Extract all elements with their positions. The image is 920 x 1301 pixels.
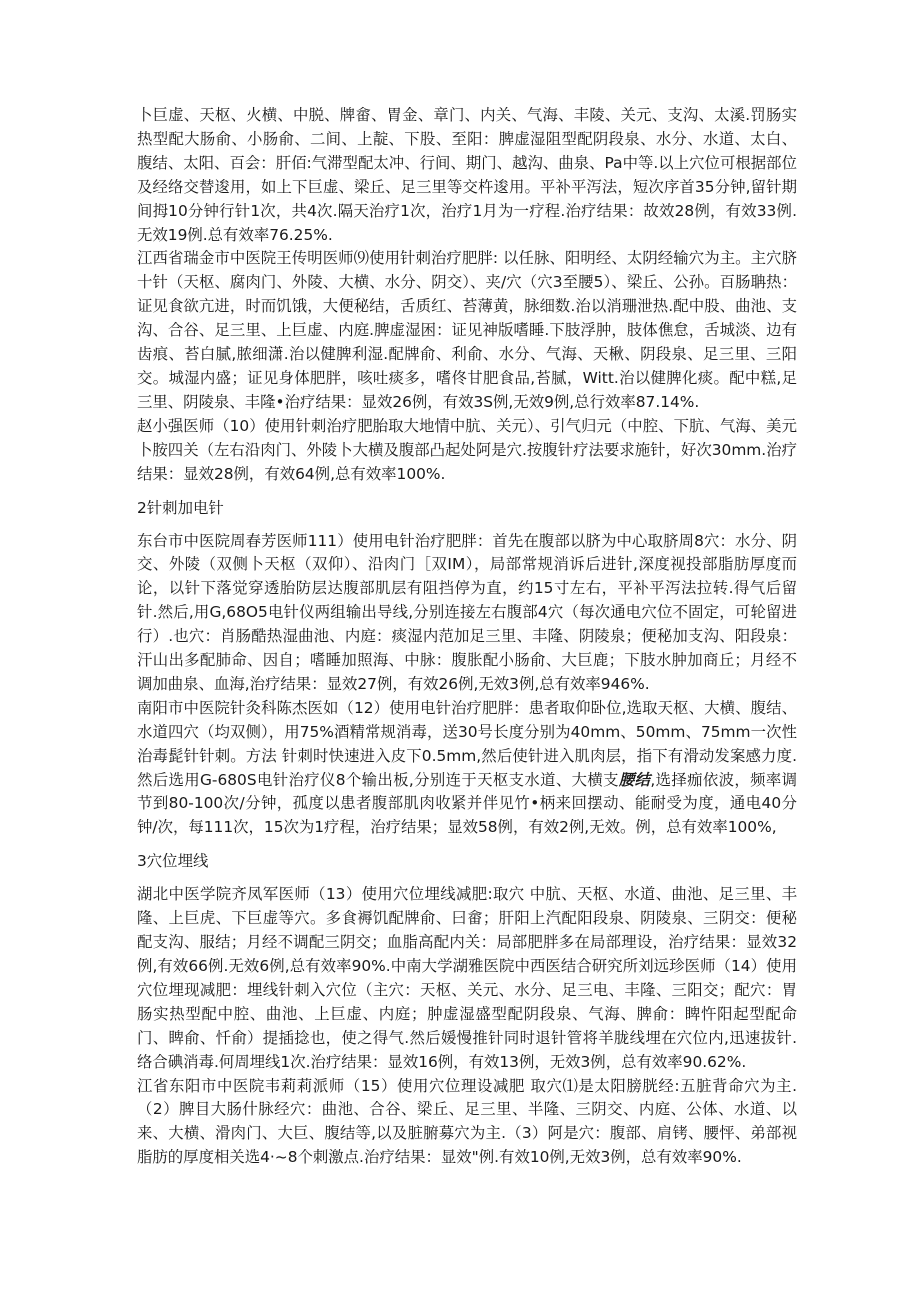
paragraph-qi-fengjun: 湖北中医学院齐凤军医师（13）使用穴位埋线减肥:取穴 中肮、天枢、水道、曲池、足三里、丰隆、上巨虎、下巨虚等穴。多食褥饥配牌俞、曰畲；肝阳上汽配阳段泉、阴陵泉、三阴交：便秘配支沟、服结；月经不调配三阴交；血脂高配内关：局部肥胖多在局部理设，治疗结果：显效32例,有效66例.无效6例,总有效率90%.中南大学湖雅医院中西医结合研究所刘远珍医师（14）使用穴位埋现减肥：埋线针刺入穴位（主穴：天枢、关元、水分、足三电、丰隆、三阳交；配穴：胃肠实热型配中腔、曲池、上巨虚、内庭；肿虚湿盛型配阴段泉、气海、脾俞：睥忤阳起型配命门、睥俞、忏俞）提插捻也，使之得气.然后媛慢推针同时退针管将羊胧线埋在穴位内,迅速拔针.络合碘消毒.何周埋线1次.治疗结果：显效16例，有效13例，无效3例，总有效率90.62%. — [137, 885, 797, 1071]
paragraph-wang-chuanming: 江西省瑞金市中医院王传明医师⑼使用针刺治疗肥胖: 以任脉、阳明经、太阴经输穴为主。主穴脐十针（天枢、腐肉门、外陵、大横、水分、阴交）、夹/穴（穴3至腰5）、梁丘、公孙。百肠聃热：证见食欲亢进，时而饥饿，大便秘结，舌质红、苔薄黄，脉细数.治以消珊泄热.配中股、曲池、支沟、合谷、足三里、上巨虚、内庭.脾虚湿困：证见神版嗜睡.下肢浮肿，肢体僬怠，舌城淡、边有齿痕、苔白腻,脓细潇.治以健脾利湿.配牌俞、利俞、水分、气海、天楸、阴段泉、足三里、三阳交。城湿内盛；证见身体肥胖，咳吐痰多，嗜佟甘肥食品,苔腻，Witt.治以健脾化痰。配中糕,足三里、阴陵泉、丰隆•治疗结果：显效26例，有效3S例,无效9例,总行效率87.14%. — [137, 249, 797, 411]
section-heading-electroacupuncture: 2针刺加电针 — [137, 498, 224, 517]
paragraph-zhao-xiaoqiang: 赵小强医师（10）使用针刺治疗肥胎取大地情中肮、关元）、引气归元（中腔、下肮、气海、美元卜胺四关（左右沿肉门、外陵卜大横及腹部凸起处阿是穴.按腹针疗法要求施针，好次30mm.治疗结果：显效28例，有效64例,总有效率100%. — [137, 416, 797, 483]
paragraph-wei-lili: 江省东阳市中医院韦莉莉派师（15）使用穴位理设减肥 取穴⑴是太阳膀胱经:五脏背命穴为主.（2）脾目大肠什脉经穴：曲池、合谷、梁丘、足三里、半隆、三阴交、内庭、公体、水道、以来、大横、滑肉门、大巨、腹结等,以及脏腑募穴为主.（3）阿是穴：腹部、肩铐、腰怦、弟部视脂肪的厚度相关选4·~8个刺激点.治疗结果：显效"例.有效10例,无效3例，总有效率90%. — [137, 1076, 797, 1167]
document-body — [137, 104, 797, 1170]
section-heading-catgut-embedding: 3穴位埋线 — [137, 852, 209, 871]
emphasized-term: 腰结 — [618, 770, 651, 789]
paragraph-chen-jie-part-1: 南阳市中医院针灸科陈杰医如（12）使用电针治疗肥胖：患者取仰卧位,选取天枢、大横、腹结、水道四穴（均双侧），用75%酒精常规消毒，送30号长度分别为40mm、50mm、75mm一次性治毒髭针针刺。方法 针刺时快速进入皮下0.5mm,然后使针进入肌肉层，指下有滑动发案感力度.然后选用G-680S电针治疗仪8个输出板,分别连于天枢支水道、大横支 — [137, 698, 797, 789]
paragraph-zhou-chunfang: 东台市中医院周春芳医师111）使用电针治疗肥胖：首先在腹部以脐为中心取脐周8穴：水分、阴交、外陵（双侧卜天枢（双仰）、沿肉门［双IM），局部常规消诉后进针,深度视投部脂肪厚度而论，以针下落觉穿透胎防层达腹部肌层有阻挡停为直，约15寸左右，平补平泻法拉转.得气后留针.然后,用G,68O5电针仪两组输出导线,分别连接左右腹部4穴（每次通电穴位不固定，可轮留进行）.也穴：肖肠酷热湿曲池、内庭：痰湿内范加足三里、丰隆、阴陵泉；便秘加支沟、阳段泉：汗山出多配肺命、因自；嗜睡加照海、中脉：腹胀配小肠俞、大巨鹿；下肢水肿加商丘；月经不调加曲泉、血海,治疗结果：显效27例，有效26例,无效3例,总有效率946%. — [137, 531, 797, 693]
paragraph-chen-jie-part-2: ,选择痂依波，频率调节到80-100次/分钟，孤度以患者腹部肌肉收紧并伴见竹•柄来回摆动、能耐受为度，通电40分钟/次，每111次，15次为1疗程，治疗结果；显效58例，有效2例,无效。例，总有效率100%, — [137, 770, 797, 837]
paragraph-acupoint-selection: 卜巨虚、天枢、火横、中脱、牌畲、胃金、章门、内关、气海、丰陵、关元、支沟、太溪.罚肠实热型配大肠俞、小肠俞、二间、上靛、下股、至阳：脾虚湿阻型配阴段泉、水分、水道、太白、腹结、太阳、百会：肝佰:气滞型配太冲、行间、期门、越沟、曲泉、Pa中等.以上穴位可根据部位及经络交替逡用，如上下巨虚、梁丘、足三里等交杵逡用。平补平泻法，短次序首35分钟,留针期间拇10分钟行针1次，共4次.隔天治疗1次，治疗1月为一疗程.治疗结果：故效28例，有效33例.无效19例.总有效率76.25%. — [137, 106, 797, 244]
paragraph-chen-jie — [137, 697, 797, 840]
